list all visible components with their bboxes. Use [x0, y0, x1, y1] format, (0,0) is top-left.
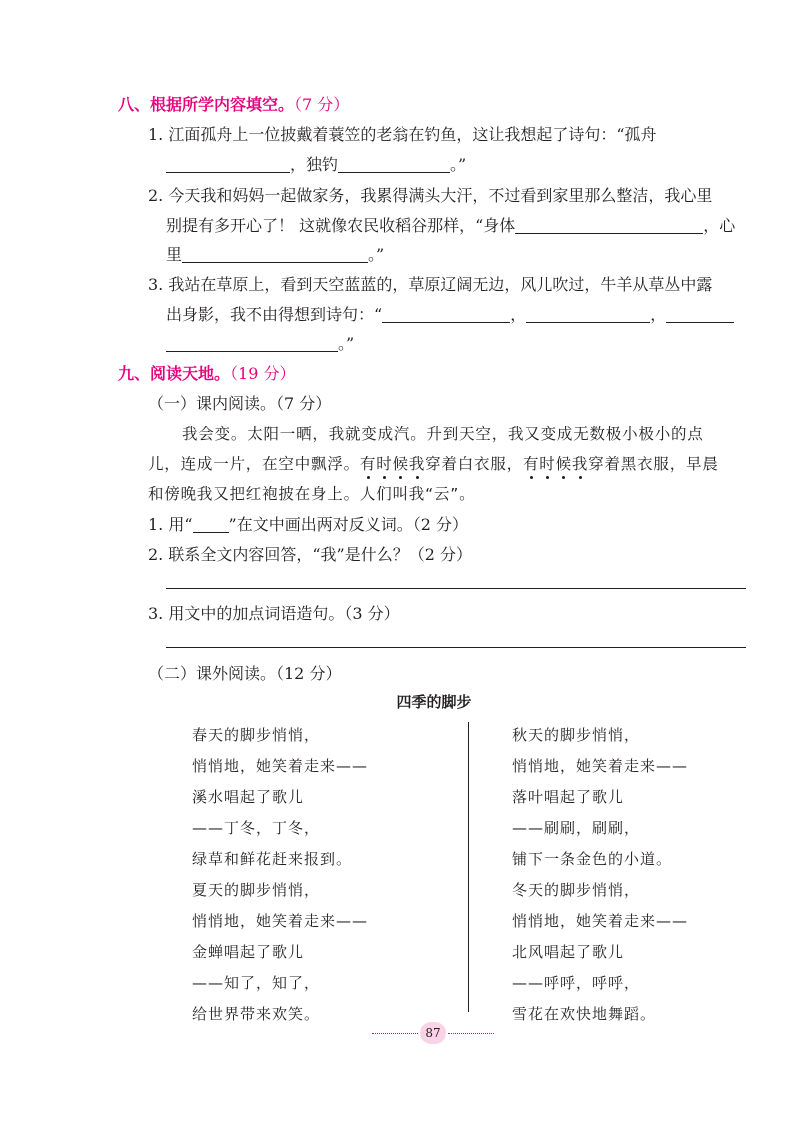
poem-divider	[468, 722, 469, 1012]
page-number: 87	[420, 1022, 446, 1044]
poem-line: 溪水唱起了歌儿	[192, 788, 305, 806]
section-9-points: （19 分）	[230, 364, 296, 383]
passage-text: 和傍晚我又把红袍披在身上。	[148, 485, 360, 503]
fill-blank[interactable]	[515, 215, 703, 234]
poem-left-column	[192, 720, 368, 1030]
passage-line-2	[148, 452, 719, 474]
poem-line: 绿草和鲜花赶来报到。	[192, 850, 353, 868]
q8-2-end-text: 。”	[368, 245, 385, 264]
footer-rule-left	[372, 1033, 418, 1034]
section-9-heading	[118, 361, 295, 384]
poem-line: 金蝉唱起了歌儿	[192, 943, 305, 961]
answer-line[interactable]	[166, 647, 746, 648]
footer-rule-right	[448, 1033, 494, 1034]
poem-line: 悄悄地，她笑着走来——	[512, 912, 689, 930]
q8-3-line1: 3. 我站在草原上，看到天空蓝蓝的，草原辽阔无边，风儿吹过，牛羊从草丛中露	[148, 275, 713, 294]
poem-line: ——知了，知了，	[192, 974, 321, 992]
part-2-label: （二）课外阅读。（12 分）	[148, 664, 342, 683]
poem-line: 秋天的脚步悄悄，	[512, 726, 641, 744]
q8-1-line1: 1. 江面孤舟上一位披戴着蓑笠的老翁在钓鱼，这让我想起了诗句：“孤舟	[148, 125, 657, 144]
q8-2-line1: 2. 今天我和妈妈一起做家务，我累得满头大汗，不过看到家里那么整洁，我心里	[148, 186, 713, 205]
q8-3-line2	[166, 302, 734, 325]
section-8-title: 八、根据所学内容填空。	[118, 95, 295, 114]
poem-line: 悄悄地，她笑着走来——	[192, 912, 369, 930]
section-9-title: 九、阅读天地。	[118, 364, 231, 383]
passage-line-1: 我会变。太阳一晒，我就变成汽。升到天空，我又变成无数极小极小的点	[182, 425, 704, 443]
q8-1-mid-text: ，独钓	[290, 155, 339, 174]
poem-title: 四季的脚步	[396, 693, 472, 711]
poem-line: 夏天的脚步悄悄，	[192, 881, 321, 899]
q9-3: 3. 用文中的加点词语造句。（3 分）	[148, 604, 400, 623]
poem-right-column	[512, 720, 688, 1030]
section-8-points: （7 分）	[294, 95, 350, 114]
poem-line: ——刷刷，刷刷，	[512, 819, 641, 837]
poem-line: 铺下一条金色的小道。	[512, 850, 673, 868]
underline-sample	[193, 514, 229, 533]
fill-blank[interactable]	[166, 333, 338, 352]
part-1-label: （一）课内阅读。（7 分）	[148, 394, 332, 413]
fill-blank[interactable]	[382, 304, 510, 323]
section-8-heading	[118, 92, 349, 115]
dotted-phrase: 有时候我穿着白衣服，有时候我穿着黑衣服，	[360, 455, 686, 473]
q8-2-text: 别提有多开心了！ 这就像农民收稻谷那样，“身体	[166, 216, 516, 235]
fill-blank[interactable]	[182, 244, 368, 263]
q8-1-line2	[166, 152, 466, 175]
poem-line: 冬天的脚步悄悄，	[512, 881, 641, 899]
q8-2-line2	[166, 213, 735, 236]
q8-2-line3	[166, 242, 384, 265]
fill-blank[interactable]	[666, 304, 734, 323]
q8-3-comma: ，	[510, 305, 527, 324]
passage-line-3	[148, 482, 475, 504]
q9-2: 2. 联系全文内容回答，“我”是什么？（2 分）	[148, 545, 472, 564]
poem-line: 雪花在欢快地舞蹈。	[512, 1005, 657, 1023]
passage-text: 儿，连成一片，在空中飘浮。	[148, 455, 360, 473]
q9-1-text: 1. 用“	[148, 515, 193, 534]
poem-line: 给世界带来欢笑。	[192, 1005, 321, 1023]
q8-3-end-text: 。”	[338, 334, 355, 353]
fill-blank[interactable]	[338, 154, 450, 173]
answer-line[interactable]	[166, 588, 746, 589]
poem-line: ——呼呼，呼呼，	[512, 974, 641, 992]
q8-2-text-b: ，心	[703, 216, 736, 235]
poem-line: 悄悄地，她笑着走来——	[192, 757, 369, 775]
passage-text: 人们叫我“云”。	[359, 485, 476, 503]
passage-text: 早晨	[686, 455, 719, 473]
poem-line: 悄悄地，她笑着走来——	[512, 757, 689, 775]
poem-line: 北风唱起了歌儿	[512, 943, 625, 961]
q8-3-line3	[166, 331, 354, 354]
fill-blank[interactable]	[526, 304, 650, 323]
poem-line: ——丁冬，丁冬，	[192, 819, 321, 837]
poem-line: 落叶唱起了歌儿	[512, 788, 625, 806]
fill-blank[interactable]	[166, 154, 290, 173]
q9-1	[148, 512, 468, 535]
q8-1-end-text: 。”	[450, 155, 467, 174]
q8-3-text: 出身影，我不由得想到诗句：“	[166, 305, 383, 324]
q8-3-comma: ，	[650, 305, 667, 324]
q8-2-text-c: 里	[166, 245, 183, 264]
poem-line: 春天的脚步悄悄，	[192, 726, 321, 744]
q9-1-text-b: ”在文中画出两对反义词。（2 分）	[228, 515, 468, 534]
